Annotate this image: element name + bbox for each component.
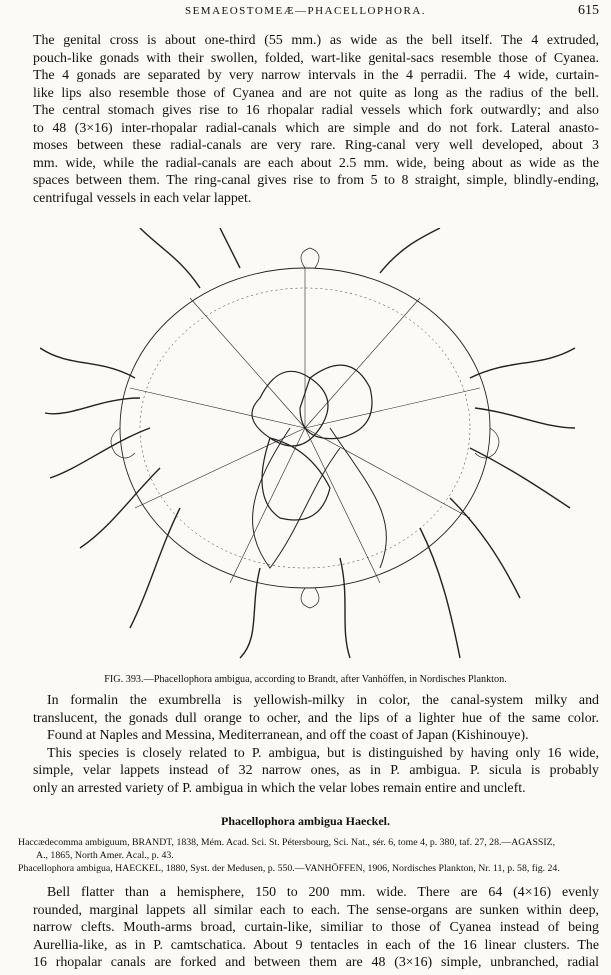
jellyfish-illustration bbox=[40, 228, 578, 664]
page-number: 615 bbox=[578, 3, 599, 18]
text-line: 16 rhopalar canals are forked and between them are 48 (3×16) simple, unbranched, radial bbox=[33, 955, 599, 970]
text-line: simple, velar lappets instead of 32 narrow ones, as in P. ambigua. P. sicula is probably bbox=[33, 763, 599, 778]
text-line: translucent, the gonads dull orange to ocher, and the lips of a lighter hue of the same color. bbox=[33, 710, 599, 726]
reference-line: Haccædecomma ambiguum, BRANDT, 1838, Mém. Acad. Sci. St. Pétersbourg, Sci. Nat., sér. 6, tome 4, p. 380, taf. 27, 28.—AGASSIZ, bbox=[18, 837, 556, 848]
text-line: Found at Naples and Messina, Mediterranean, and off the coast of Japan (Kishinouye). bbox=[47, 728, 529, 743]
text-line: like lips also resemble those of Cyanea and are not quite as long as the radius of the bell. bbox=[33, 85, 599, 101]
species-heading: Phacellophora ambigua Haeckel. bbox=[221, 814, 390, 828]
text-line: to 48 (3×16) inter-rhopalar radial-canals which are simple and do not fork. Lateral anasto- bbox=[33, 120, 599, 136]
text-line: rounded, marginal lappets all similar each to each. The sense-organs are sunken within deep, bbox=[33, 902, 599, 918]
text-line: The 4 gonads are separated by very narrow intervals in the 4 perradii. The 4 wide, curtain- bbox=[33, 68, 599, 83]
running-head: SEMAEOSTOMEÆ—PHACELLOPHORA. bbox=[184, 5, 427, 17]
text-line: centrifugal vessels in each velar lappet. bbox=[33, 190, 252, 206]
text-line: pouch-like gonads with their swollen, folded, wart-like genital-sacs resemble those of Cyanea. bbox=[33, 50, 599, 66]
text-line: The genital cross is about one-third (55 mm.) as wide as the bell itself. The 4 extruded, bbox=[33, 33, 599, 48]
text-line: Bell flatter than a hemisphere, 150 to 200 mm. wide. There are 64 (4×16) evenly bbox=[47, 885, 599, 900]
page-header bbox=[0, 0, 611, 24]
text-line: This species is closely related to P. ambigua, but is distinguished by having only 16 wide, bbox=[47, 745, 599, 761]
figure-caption: FIG. 393.—Phacellophora ambigua, according to Brandt, after Vanhöffen, in Nordisches Plankton. bbox=[104, 674, 507, 685]
text-line: Aurellia-like, as in P. camtschatica. About 9 tentacles in each of the 16 linear clusters. The bbox=[33, 937, 599, 953]
text-line: only an arrested variety of P. ambigua in which the velar lobes remain entire and uncleft. bbox=[33, 780, 526, 796]
text-line: The central stomach gives rise to 16 rhopalar radial vessels which fork outwardly; and also bbox=[33, 103, 599, 118]
reference-line: A., 1865, North Amer. Acal., p. 43. bbox=[36, 850, 174, 861]
text-line: moses between these radial-canals are very rare. Ring-canal very well developed, about 3 bbox=[33, 138, 599, 153]
reference-line: Phacellophora ambigua, HAECKEL, 1880, Syst. der Medusen, p. 550.—VANHÖFFEN, 1906, Nordisches Plankton, Nr. 11, p. 58, fig. 24. bbox=[18, 863, 560, 874]
text-line: spaces between them. The ring-canal gives rise to from 5 to 8 straight, simple, blindly-ending, bbox=[33, 173, 599, 188]
paragraph-formalin bbox=[33, 692, 599, 797]
text-line: mm. wide, while the radial-canals are each about 2.5 mm. wide, being about as wide as the bbox=[33, 155, 599, 171]
text-line: In formalin the exumbrella is yellowish-milky in color, the canal-system milky and bbox=[47, 693, 599, 708]
paragraph-bell bbox=[33, 884, 599, 972]
text-line: narrow clefts. Mouth-arms broad, curtain-like, similiar to those of Cyanea instead of being bbox=[33, 920, 599, 935]
paragraph-genital-cross bbox=[33, 32, 599, 207]
references bbox=[18, 836, 604, 875]
